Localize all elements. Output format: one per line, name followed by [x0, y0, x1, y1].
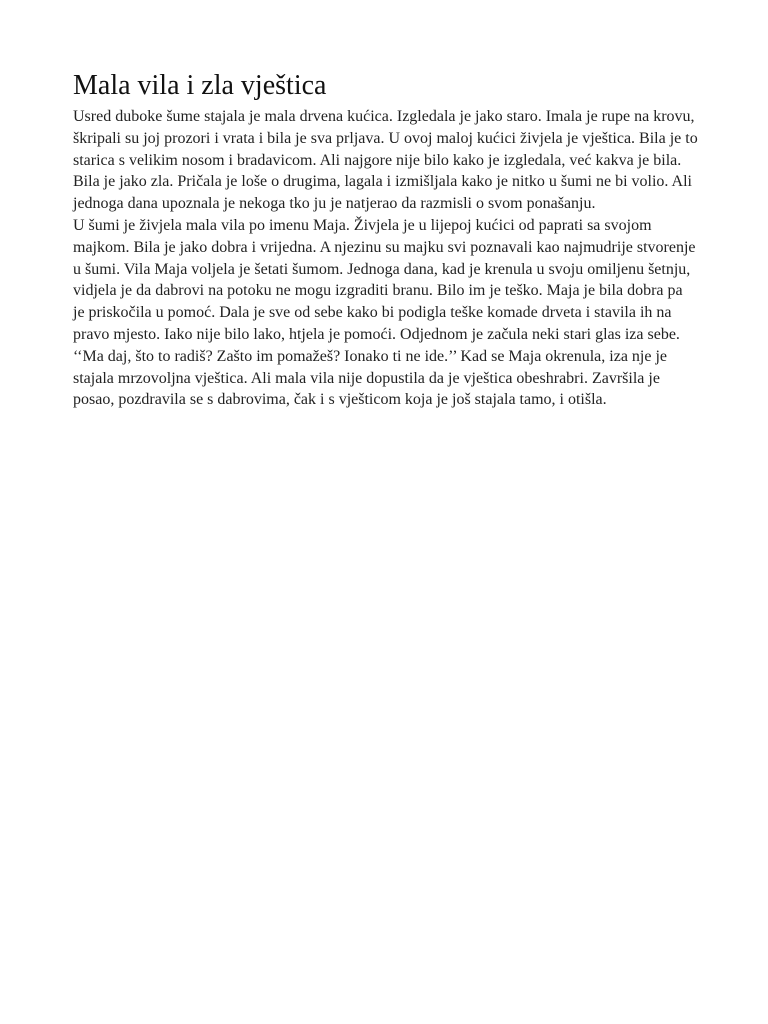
- document-title: Mala vila i zla vještica: [73, 70, 327, 101]
- paragraph-2: U šumi je živjela mala vila po imenu Maja. Živjela je u lijepoj kućici od paprati sa svojom majkom. Bila je jako dobra i vrijedna. A njezinu su majku svi poznavali kao najmudrije stvorenje u šumi. Vila Maja voljela je šetati šumom. Jednoga dana, kad je krenula u svoju omiljenu šetnju, vidjela je da dabrovi na potoku ne mogu izgraditi branu. Bilo im je teško. Maja je bila dobra pa je priskočila u pomoć. Dala je sve od sebe kako bi podigla teške komade drveta i stavila ih na pravo mjesto. Iako nije bilo lako, htjela je pomoći. Odjednom je začula neki stari glas iza sebe. ‘‘Ma daj, što to radiš? Zašto im pomažeš? Ionako ti ne ide.’’ Kad se Maja okrenula, iza nje je stajala mrzovoljna vještica. Ali mala vila nije dopustila da je vještica obeshrabri. Završila je posao, pozdravila se s dabrovima, čak i s vješticom koja je još stajala tamo, i otišla.: [73, 216, 696, 409]
- document-page: [73, 68, 698, 411]
- paragraph-1: Usred duboke šume stajala je mala drvena kućica. Izgledala je jako staro. Imala je rupe na krovu, škripali su joj prozori i vrata i bila je sva prljava. U ovoj maloj kućici živjela je vještica. Bila je to starica s velikim nosom i bradavicom. Ali najgore nije bilo kako je izgledala, već kakva je bila. Bila je jako zla. Pričala je loše o drugima, lagala i izmišljala kako je nitko u šumi ne bi volio. Ali jednoga dana upoznala je nekoga tko ju je natjerao da razmisli o svom ponašanju.: [73, 108, 698, 213]
